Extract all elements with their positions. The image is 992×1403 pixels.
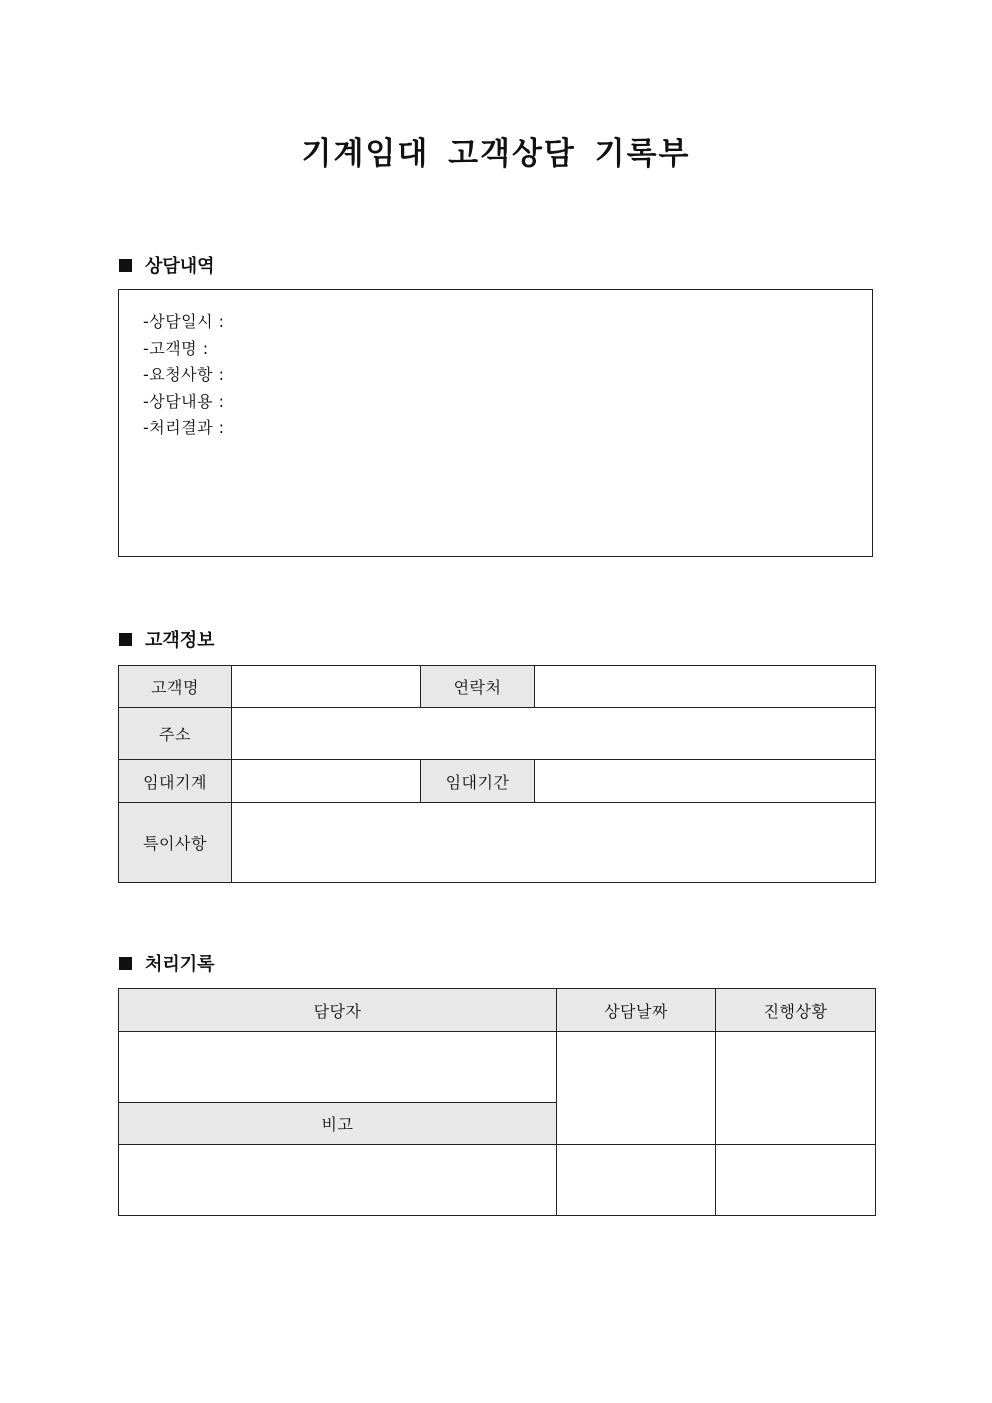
special-notes-label: 특이사항 xyxy=(119,803,232,883)
consult-details-box[interactable] xyxy=(118,289,873,557)
special-notes-field[interactable] xyxy=(232,803,876,883)
square-bullet-icon xyxy=(119,633,132,646)
address-field[interactable] xyxy=(232,708,876,760)
section-title: 고객정보 xyxy=(145,630,215,651)
rental-period-field[interactable] xyxy=(535,760,876,803)
manager-field[interactable] xyxy=(119,1032,557,1103)
customer-info-table xyxy=(118,665,876,883)
section-title: 상담내역 xyxy=(145,256,215,277)
consult-request-line: -요청사항 : xyxy=(143,365,225,384)
square-bullet-icon xyxy=(119,957,132,970)
customer-name-label: 고객명 xyxy=(119,666,232,708)
table-row xyxy=(119,666,876,708)
remarks-label: 비고 xyxy=(119,1103,557,1145)
contact-label: 연락처 xyxy=(421,666,535,708)
section-heading-consult xyxy=(119,252,215,278)
manager-header: 담당자 xyxy=(119,989,557,1032)
table-row xyxy=(119,989,876,1032)
consult-date-header: 상담날짜 xyxy=(557,989,716,1032)
section-heading-process xyxy=(119,950,215,976)
table-row xyxy=(119,803,876,883)
customer-name-field[interactable] xyxy=(232,666,421,708)
consult-content-line: -상담내용 : xyxy=(143,391,225,411)
consult-date-line: -상담일시 : xyxy=(143,312,225,331)
progress-status-field[interactable] xyxy=(716,1032,876,1145)
progress-status-header: 진행상황 xyxy=(716,989,876,1032)
table-row xyxy=(119,708,876,760)
table-row xyxy=(119,760,876,803)
rental-machine-field[interactable] xyxy=(232,760,421,803)
rental-period-label: 임대기간 xyxy=(421,760,535,803)
address-label: 주소 xyxy=(119,708,232,760)
consult-result-line: -처리결과 : xyxy=(143,418,225,437)
section-title: 처리기록 xyxy=(145,954,215,975)
table-row xyxy=(119,1145,876,1216)
remarks-field[interactable] xyxy=(119,1145,557,1216)
process-record-table xyxy=(118,988,876,1216)
section-heading-customer xyxy=(119,626,215,652)
table-row xyxy=(119,1032,876,1103)
consult-customer-line: -고객명 : xyxy=(143,338,209,358)
consult-date-field-2[interactable] xyxy=(557,1145,716,1216)
contact-field[interactable] xyxy=(535,666,876,708)
square-bullet-icon xyxy=(119,259,132,272)
progress-status-field-2[interactable] xyxy=(716,1145,876,1216)
consult-date-field[interactable] xyxy=(557,1032,716,1145)
page-title: 기계임대 고객상담 기록부 xyxy=(301,136,691,172)
rental-machine-label: 임대기계 xyxy=(119,760,232,803)
